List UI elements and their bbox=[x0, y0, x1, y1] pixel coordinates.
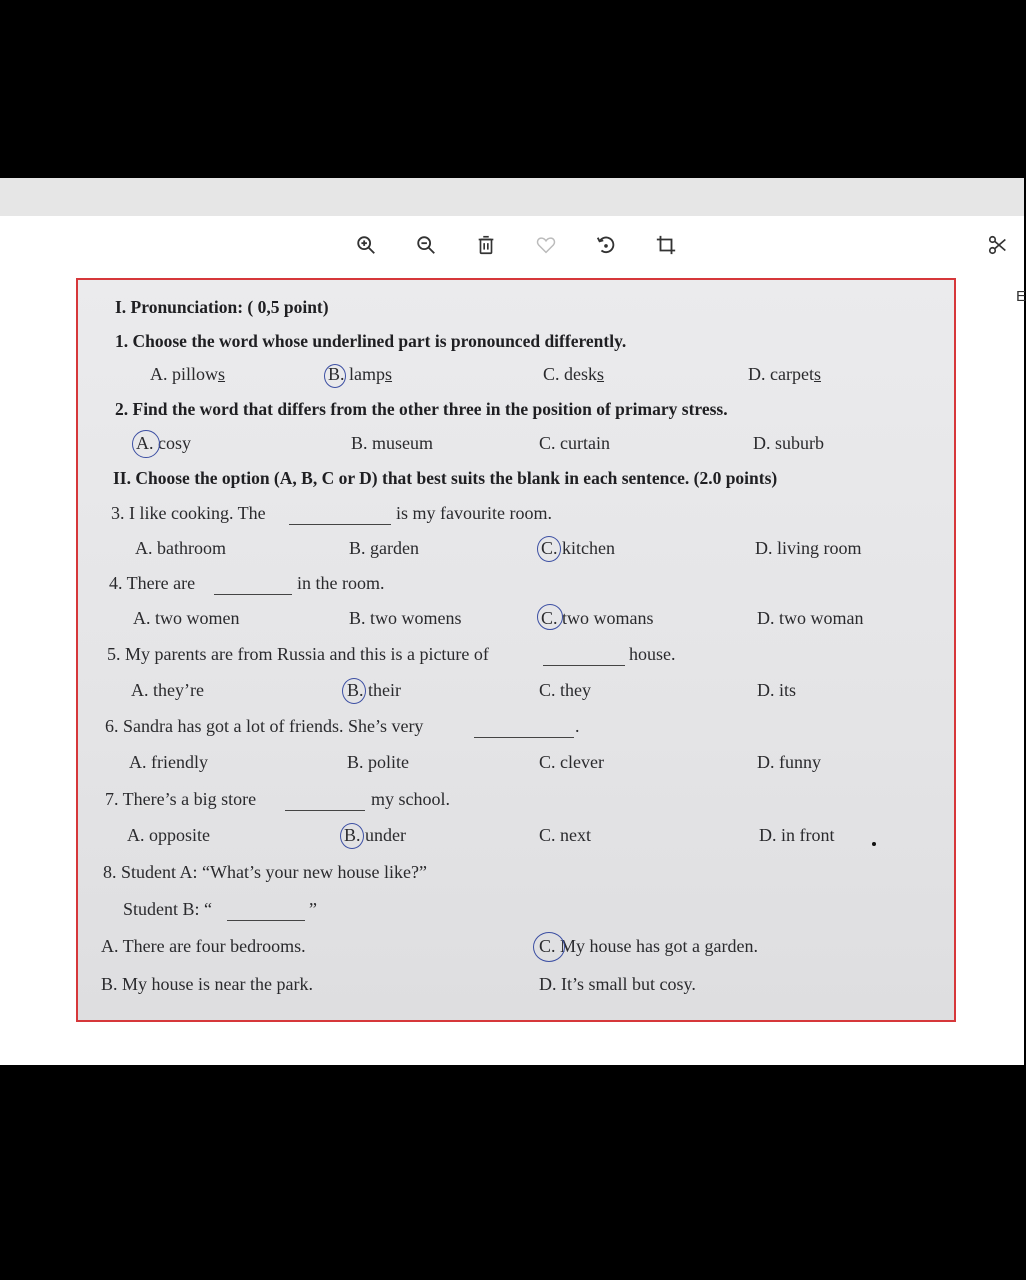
q7-option-c: C. next bbox=[539, 825, 591, 845]
q7-blank bbox=[285, 810, 365, 811]
q5-option-b: B. their bbox=[347, 680, 401, 700]
q4-stem-before: 4. There are bbox=[109, 573, 196, 593]
rotate-icon[interactable] bbox=[593, 232, 619, 258]
q8-option-d: D. It’s small but cosy. bbox=[539, 974, 696, 994]
q6-blank bbox=[474, 737, 574, 738]
q4-option-b: B. two womens bbox=[349, 608, 462, 628]
q8-line2-before: Student B: “ bbox=[123, 899, 212, 919]
edit-label[interactable]: E bbox=[1016, 288, 1026, 305]
q5-option-a: A. they’re bbox=[131, 680, 204, 700]
q5-blank bbox=[543, 665, 625, 666]
q5-option-d: D. its bbox=[757, 680, 797, 700]
zoom-in-icon[interactable] bbox=[353, 232, 379, 258]
q4-option-d: D. two woman bbox=[757, 608, 864, 628]
answer-circle-q2 bbox=[132, 430, 160, 458]
q7-option-d: D. in front bbox=[759, 825, 835, 845]
q3-stem-before: 3. I like cooking. The bbox=[111, 503, 266, 523]
q8-line2-after: ” bbox=[309, 899, 317, 919]
q2-option-d: D. suburb bbox=[753, 433, 824, 453]
viewer-top-bar bbox=[0, 178, 1024, 216]
section1-title: I. Pronunciation: ( 0,5 point) bbox=[115, 297, 329, 317]
q1-stem: 1. Choose the word whose underlined part is pronounced differently. bbox=[115, 331, 627, 351]
q1-option-b: B. lamps bbox=[328, 364, 393, 384]
q2-option-c: C. curtain bbox=[539, 433, 610, 453]
q3-option-b: B. garden bbox=[349, 538, 419, 558]
q3-blank bbox=[289, 524, 391, 525]
q8-option-a: A. There are four bedrooms. bbox=[101, 936, 306, 956]
q4-option-a: A. two women bbox=[133, 608, 240, 628]
q3-option-d: D. living room bbox=[755, 538, 862, 558]
image-viewer bbox=[0, 178, 1024, 1065]
section2-title: II. Choose the option (A, B, C or D) that best suits the blank in each sentence. (2.0 points) bbox=[113, 468, 778, 488]
edit-scissors-icon[interactable] bbox=[985, 232, 1011, 258]
trash-icon[interactable] bbox=[473, 232, 499, 258]
q6-option-a: A. friendly bbox=[129, 752, 208, 772]
zoom-out-icon[interactable] bbox=[413, 232, 439, 258]
q4-blank bbox=[214, 594, 292, 595]
q1-option-a: A. pillows bbox=[150, 364, 226, 384]
answer-circle-q1 bbox=[324, 364, 346, 388]
q7-option-b: B. under bbox=[344, 825, 406, 845]
q6-stem-before: 6. Sandra has got a lot of friends. She’s very bbox=[105, 716, 424, 736]
q8-blank bbox=[227, 920, 305, 921]
q8-line1: 8. Student A: “What’s your new house like?” bbox=[103, 862, 427, 882]
q5-option-c: C. they bbox=[539, 680, 591, 700]
q2-option-b: B. museum bbox=[351, 433, 434, 453]
q7-option-a: A. opposite bbox=[127, 825, 210, 845]
answer-circle-q3 bbox=[537, 536, 561, 562]
q5-stem-after: house. bbox=[629, 644, 676, 664]
q4-option-c: C. two womans bbox=[541, 608, 654, 628]
q3-option-c: C. kitchen bbox=[541, 538, 615, 558]
q2-stem: 2. Find the word that differs from the other three in the position of primary stress. bbox=[115, 399, 728, 419]
viewer-toolbar bbox=[0, 230, 1026, 305]
q2-option-a: A. cosy bbox=[136, 433, 191, 453]
q6-option-d: D. funny bbox=[757, 752, 821, 772]
q1-option-d: D. carpets bbox=[748, 364, 821, 384]
q7-stem-after: my school. bbox=[371, 789, 450, 809]
worksheet-paper bbox=[78, 280, 954, 1020]
answer-circle-q5 bbox=[342, 678, 366, 704]
crop-icon[interactable] bbox=[653, 232, 679, 258]
heart-icon[interactable] bbox=[533, 232, 559, 258]
q6-option-c: C. clever bbox=[539, 752, 604, 772]
q8-option-c: C. My house has got a garden. bbox=[539, 936, 758, 956]
q5-stem-before: 5. My parents are from Russia and this is a picture of bbox=[107, 644, 489, 664]
q1-option-c: C. desks bbox=[543, 364, 605, 384]
q8-option-b: B. My house is near the park. bbox=[101, 974, 313, 994]
q3-stem-after: is my favourite room. bbox=[396, 503, 552, 523]
answer-circle-q4 bbox=[537, 604, 563, 630]
worksheet-photo bbox=[76, 278, 956, 1022]
answer-circle-q7 bbox=[340, 823, 364, 849]
ink-dot bbox=[872, 842, 876, 846]
q6-stem-after: . bbox=[575, 716, 580, 736]
q4-stem-after: in the room. bbox=[297, 573, 385, 593]
q3-option-a: A. bathroom bbox=[135, 538, 226, 558]
q6-option-b: B. polite bbox=[347, 752, 409, 772]
q7-stem-before: 7. There’s a big store bbox=[105, 789, 257, 809]
answer-circle-q8 bbox=[533, 932, 565, 962]
